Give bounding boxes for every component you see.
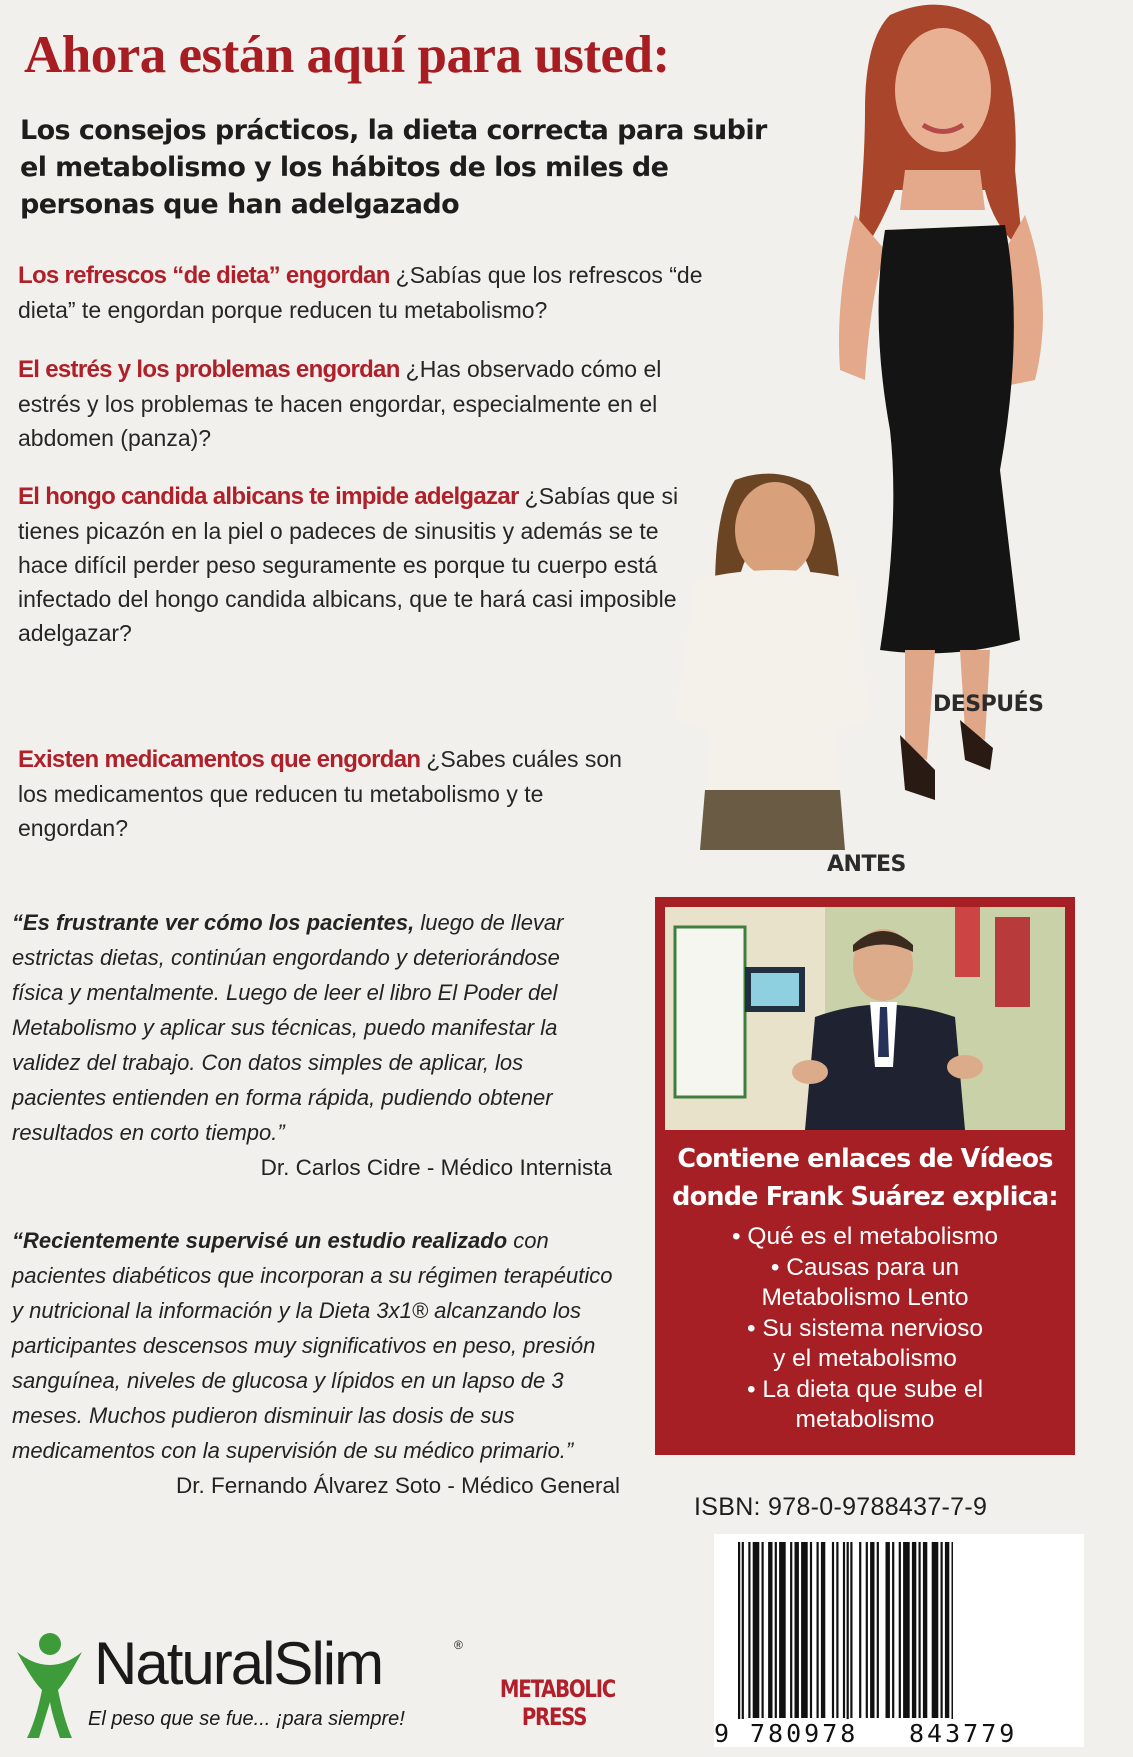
feature-item — [18, 352, 708, 455]
barcode-bar — [779, 1542, 786, 1718]
feature-item — [18, 258, 718, 327]
barcode-bar — [775, 1542, 777, 1718]
feature-text: ¿Has observado cómo el estrés y los problemas te hacen engordar, especialmente en el abdomen (panza)? — [18, 356, 662, 451]
publisher-line: METABOLIC — [499, 1675, 616, 1703]
barcode-bar — [753, 1542, 760, 1718]
feature-text: ¿Sabías que si tienes picazón en la piel o padeces de sinusitis y además se te hace difícil perder peso seguramente es porque tu cuerpo está infectado del hongo candida albicans, que te hará casi imposible adelgazar? — [18, 483, 679, 646]
subheadline: Los consejos prácticos, la dieta correcta para subir el metabolismo y los hábitos de los miles de personas que han adelgazado — [20, 115, 767, 220]
barcode-bar — [762, 1542, 764, 1718]
barcode-bar — [821, 1542, 825, 1718]
after-caption: DESPUÉS — [933, 692, 1044, 717]
testimonial — [12, 905, 612, 1185]
brand-tagline: El peso que se fue... ¡para siempre! — [88, 1708, 405, 1730]
barcode-bar — [832, 1542, 834, 1718]
barcode-bar — [742, 1542, 744, 1719]
list-item: • Su sistema nervioso — [747, 1314, 983, 1342]
barcode-digit-group: 780978 — [750, 1719, 859, 1748]
barcode-bar — [738, 1542, 740, 1719]
publisher-line: PRESS — [521, 1703, 587, 1731]
feature-text: ¿Sabes cuáles son los medicamentos que reducen tu metabolismo y te engordan? — [18, 746, 622, 841]
video-topics-list — [655, 1222, 1075, 1436]
barcode-bar — [899, 1542, 901, 1718]
testimonial — [12, 1223, 620, 1503]
list-item: y el metabolismo — [773, 1345, 957, 1372]
barcode-bar — [795, 1542, 799, 1718]
barcode-bar — [843, 1542, 845, 1718]
testimonial-body: luego de llevar estrictas dietas, continúan engordando y deteriorándose física y mentalmente. Luego de leer el libro El Poder del Metabolismo y aplicar sus técnicas, puedo manifestar la validez del trabajo. Con datos simples de aplicar, los pacientes entienden en forma rápida, pudiendo obtener resultados en corto tiempo.” — [12, 910, 564, 1145]
barcode-bar — [748, 1542, 750, 1718]
barcode — [714, 1534, 1084, 1747]
barcode-bar — [912, 1542, 916, 1718]
barcode-bar — [866, 1542, 868, 1718]
feature-title: El estrés y los problemas engordan — [18, 356, 400, 383]
barcode-digit-first: 9 — [714, 1719, 730, 1748]
publisher-logo — [499, 1675, 616, 1731]
figure-logo-icon — [12, 1630, 87, 1742]
barcode-bars — [714, 1534, 1084, 1719]
barcode-bar — [919, 1542, 921, 1718]
barcode-bar — [768, 1542, 772, 1718]
feature-title: Existen medicamentos que engordan — [18, 746, 421, 773]
isbn: ISBN: 978-0-9788437-7-9 — [694, 1493, 988, 1521]
testimonial-author: Dr. Fernando Álvarez Soto - Médico General — [176, 1473, 620, 1498]
naturalslim-logo — [12, 1630, 482, 1745]
list-item: • Qué es el metabolismo — [732, 1223, 998, 1250]
headline: Ahora están aquí para usted: — [24, 26, 670, 84]
feature-item — [18, 479, 698, 650]
barcode-bar — [952, 1542, 954, 1719]
barcode-bar — [836, 1542, 838, 1718]
barcode-bar — [790, 1542, 792, 1718]
barcode-bar — [817, 1542, 819, 1718]
feature-item — [18, 742, 638, 845]
video-still — [665, 907, 1065, 1130]
barcode-bar — [903, 1542, 910, 1718]
barcode-bar — [877, 1542, 879, 1718]
barcode-bar — [892, 1542, 894, 1718]
barcode-bar — [850, 1542, 852, 1718]
barcode-digit-group: 843779 — [909, 1719, 1018, 1748]
testimonial-lead: “Es frustrante ver cómo los pacientes, — [12, 910, 415, 935]
list-item: • Causas para un — [770, 1253, 960, 1281]
video-box-title-line: donde Frank Suárez explica: — [672, 1182, 1058, 1212]
barcode-bar — [870, 1542, 874, 1718]
registered-mark: ® — [454, 1638, 463, 1652]
testimonial-author: Dr. Carlos Cidre - Médico Internista — [260, 1155, 612, 1180]
testimonial-lead: “Recientemente supervisé un estudio realizado — [12, 1228, 508, 1253]
barcode-bar — [847, 1542, 849, 1719]
barcode-bar — [923, 1542, 927, 1718]
feature-title: El hongo candida albicans te impide adelgazar — [18, 483, 519, 510]
testimonial-body: con pacientes diabéticos que incorporan a su régimen terapéutico y nutricional la información y la Dieta 3x1® alcanzando los participantes descensos muy significativos en peso, presión sanguínea, niveles de glucosa y lípidos en un lapso de 3 meses. Muchos pudieron disminuir las dosis de sus medicamentos con la supervisión de su médico primario.” — [12, 1228, 613, 1463]
before-photo — [665, 470, 880, 855]
list-item: metabolismo — [795, 1406, 935, 1433]
feature-text: ¿Sabías que los refrescos “de dieta” te engordan porque reducen tu metabolismo? — [18, 262, 703, 323]
barcode-bar — [810, 1542, 812, 1718]
video-box — [655, 897, 1075, 1455]
barcode-bar — [941, 1542, 943, 1718]
barcode-bar — [932, 1542, 939, 1718]
brand-name: NaturalSlim — [94, 1630, 383, 1697]
video-box-title — [655, 1140, 1075, 1216]
before-caption: ANTES — [827, 852, 906, 877]
barcode-bar — [945, 1542, 949, 1718]
barcode-bar — [859, 1542, 861, 1718]
barcode-bar — [886, 1542, 890, 1718]
barcode-bar — [801, 1542, 808, 1718]
list-item: • La dieta que sube el — [746, 1375, 984, 1403]
video-box-title-line: Contiene enlaces de Vídeos — [677, 1144, 1053, 1174]
list-item: Metabolismo Lento — [761, 1284, 969, 1311]
feature-title: Los refrescos “de dieta” engordan — [18, 262, 390, 289]
